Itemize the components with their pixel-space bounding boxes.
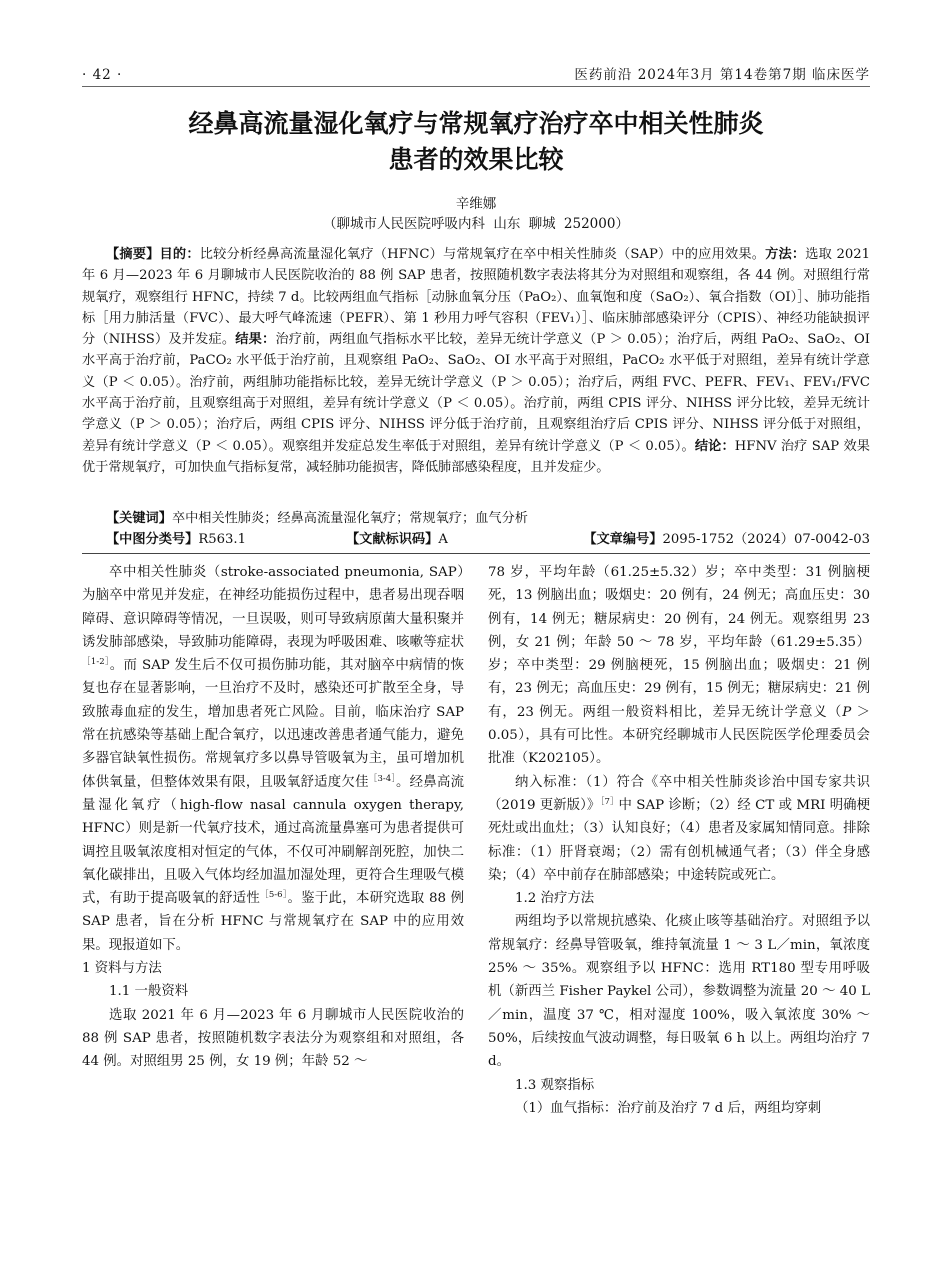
intro-text-4: 。鉴于此，本研究选取 88 例 SAP 患者，旨在分析 HFNC 与常规氧疗在 SAP 中的应用效果。现报道如下。 (82, 891, 464, 953)
title-line-2: 患者的效果比较 (388, 145, 564, 174)
criteria-text-a: 纳入标准：（1）符合《卒中相关性肺炎诊治中国专家共识（2019 更新版）》 (488, 774, 870, 813)
intro-text-2: 。而 SAP 发生后不仅可损伤肺功能，其对脑卒中病情的恢复也存在显著影响，一旦治疗不及时，感染还可扩散至全身，导致脓毒血症的发生，增加患者死亡风险。目前，临床治疗 SAP 常在抗感染等基础上配合氧疗，以迅速改善患者通气能力，避免多器官缺氧性损伤。常规氧疗多以鼻导管吸氧为主，虽可增加机体供氧量，但整体效果有限，且吸氧舒适度欠佳 (82, 658, 464, 790)
clc-value: R563.1 (198, 532, 246, 547)
running-head (82, 64, 870, 87)
criteria-paragraph (488, 771, 870, 887)
treatment-paragraph: 两组均予以常规抗感染、化痰止咳等基础治疗。对照组予以常规氧疗：经鼻导管吸氧，维持氧流量 1 ～ 3 L／min，氧浓度 25% ～ 35%。观察组予以 HFNC：选用 RT180 型专用呼吸机（新西兰 Fisher Paykel 公司），参数调整为流量 20 ～ 40 L／min，温度 37 ℃，相对湿度 100%，吸入氧浓度 30% ～ 50%，后续按血气波动调整，每日吸氧 6 h 以上。两组均治疗 7 d。 (488, 914, 870, 1070)
article-value: 2095-1752（2024）07-0042-03 (662, 532, 870, 547)
title-line-1: 经鼻高流量湿化氧疗与常规氧疗治疗卒中相关性肺炎 (188, 109, 764, 138)
objective-text: 比较分析经鼻高流量湿化氧疗（HFNC）与常规氧疗在卒中相关性肺炎（SAP）中的应用效果。 (199, 247, 766, 262)
page-number: · 42 · (82, 67, 123, 83)
section-heading-1: 1 资料与方法 (82, 961, 162, 977)
p-symbol: P (842, 704, 852, 720)
abstract (82, 244, 870, 478)
methods-label: 方法： (765, 247, 806, 262)
abstract-label: 【摘要】 (106, 247, 160, 262)
citation-3: ［5-6］ (260, 890, 288, 901)
objective-label: 目的： (159, 247, 200, 262)
criteria-text-b: 中 SAP 诊断；（2）经 CT 或 MRI 明确梗死灶或出血灶；（3）认知良好；（4）患者及家属知情同意。排除标准：（1）肝肾衰竭；（2）需有创机械通气者；（3）伴全身感染；（4）卒中前存在肺部感染；中途转院或死亡。 (488, 797, 870, 883)
keywords-text: 卒中相关性肺炎；经鼻高流量湿化氧疗；常规氧疗；血气分析 (171, 511, 528, 526)
citation-2: ［3-4］ (368, 773, 396, 784)
header-divider (82, 553, 870, 554)
general-data-paragraph: 选取 2021 年 6 月—2023 年 6 月聊城市人民医院收治的 88 例 SAP 患者，按照随机数字表法分为观察组和对照组，各 44 例。对照组男 25 例，女 19 例；年龄 52 ～ (82, 1007, 464, 1070)
keywords-label: 【关键词】 (106, 511, 172, 526)
doc-label: 【文献标识码】 (346, 532, 439, 547)
article-number (583, 530, 870, 550)
journal-info: 医药前沿 2024年3月 第14卷第7期 临床医学 (574, 67, 870, 83)
indicators-paragraph: （1）血气指标：治疗前及治疗 7 d 后，两组均穿刺 (515, 1100, 822, 1116)
subsection-heading-1-1: 1.1 一般资料 (109, 984, 189, 1000)
methods-text: 选取 2021 年 6 月—2023 年 6 月聊城市人民医院收治的 88 例 SAP 患者，按照随机数字表法将其分为对照组和观察组，各 44 例。对照组行常规氧疗，观察组行 HFNC，持续 7 d。比较两组血气指标［动脉血氧分压（PaO₂）、血氧饱和度（SaO₂）、氧合指数（OI）］、肺功能指标［用力肺活量（FVC）、最大呼气峰流速（PEFR）、第 1 秒用力呼气容积（FEV₁）］、临床肺部感染评分（CPIS）、神经功能缺损评分（NIHSS）及并发症。 (82, 247, 871, 348)
doc-value: A (438, 532, 448, 547)
citation-4: ［7］ (600, 796, 619, 807)
article-label: 【文章编号】 (583, 532, 663, 547)
author-name: 辛维娜 (455, 196, 497, 212)
clc-label: 【中图分类号】 (106, 532, 199, 547)
general-data-text-a: 78 岁，平均年龄（61.25±5.32）岁；卒中类型：31 例脑梗死，13 例脑出血；吸烟史：20 例有，24 例无；高血压史：30 例有，14 例无；糖尿病史：20 例有，24 例无。观察组男 23 例，女 21 例；年龄 50 ～ 78 岁，平均年龄（61.29±5.35）岁；卒中类型：29 例脑梗死，15 例脑出血；吸烟史：21 例有，23 例无；高血压史：29 例有，15 例无；糖尿病史：21 例有，23 例无。两组一般资料相比，差异无统计学意义（ (488, 565, 870, 720)
general-data-continued (488, 561, 870, 771)
subsection-heading-1-3: 1.3 观察指标 (515, 1077, 595, 1093)
clc-number (106, 530, 246, 550)
subsection-heading-1-2: 1.2 治疗方法 (515, 891, 595, 907)
results-text: 治疗前，两组血气指标水平比较，差异无统计学意义（P ＞ 0.05）；治疗后，两组 PaO₂、SaO₂、OI 水平高于治疗前，PaCO₂ 水平低于治疗前，且观察组 PaO₂、SaO₂、OI 水平高于对照组，PaCO₂ 水平低于对照组，差异有统计学意义（P ＜ 0.05）。治疗前，两组肺功能指标比较，差异无统计学意义（P ＞ 0.05）；治疗后，两组 FVC、PEFR、FEV₁、FEV₁/FVC 水平高于治疗前，且观察组高于对照组，差异有统计学意义（P ＜ 0.05）。治疗前，两组 CPIS 评分、NIHSS 评分比较，差异无统计学意义（P ＞ 0.05）；治疗后，两组 CPIS 评分、NIHSS 评分低于治疗前，且观察组治疗后 CPIS 评分、NIHSS 评分低于对照组，差异有统计学意义（P ＜ 0.05）。观察组并发症总发生率低于对照组，差异有统计学意义（P ＜ 0.05）。 (82, 332, 871, 454)
keywords (82, 509, 870, 529)
intro-text-3: 。经鼻高流量湿化氧疗（high-flow nasal cannula oxygen therapy, HFNC）则是新一代氧疗技术，通过高流量鼻塞可为患者提供可调控且吸氧浓度相对恒定的气体，不仅可冲刷解剖死腔，加快二氧化碳排出，且吸入气体均经加温加湿处理，更符合生理吸气模式，有助于提高吸氧的舒适性 (82, 774, 464, 907)
conclusion-text: HFNV 治疗 SAP 效果优于常规氧疗，可加快血气指标复常，减轻肺功能损害，降低肺部感染程度，且并发症少。 (82, 438, 870, 475)
article-title (82, 106, 870, 178)
conclusion-label: 结论： (694, 438, 735, 454)
results-label: 结果： (235, 332, 276, 348)
intro-paragraph (82, 561, 464, 957)
author-affiliation: （聊城市人民医院呼吸内科 山东 聊城 252000） (323, 216, 629, 232)
general-data-text-b: ＞ 0.05），具有可比性。本研究经聊城市人民医院医学伦理委员会批准（K202105）。 (488, 704, 871, 767)
right-column (488, 561, 870, 1120)
left-column (82, 561, 464, 1074)
citation-1: ［1-2］ (82, 657, 110, 668)
document-code (346, 530, 448, 550)
intro-text-1: 卒中相关性肺炎（stroke-associated pneumonia, SAP）为脑卒中常见并发症，在神经功能损伤过程中，患者易出现吞咽障碍、意识障碍等情况，一旦误吸，则可导致病原菌大量积聚并诱发肺部感染，导致肺功能障碍，表现为呼吸困难、咳嗽等症状 (82, 565, 464, 650)
